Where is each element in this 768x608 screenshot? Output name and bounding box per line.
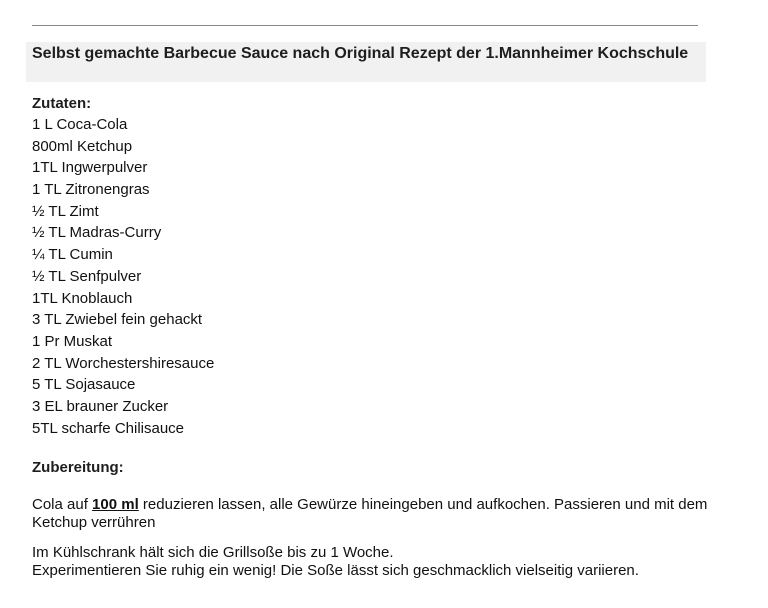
recipe-title: Selbst gemachte Barbecue Sauce nach Original Rezept der 1.Mannheimer Kochschule <box>32 45 689 62</box>
ingredient-item: 1 L Coca-Cola <box>32 116 128 133</box>
ingredient-item: 1TL Knoblauch <box>32 289 133 307</box>
preparation-paragraph <box>32 496 712 532</box>
preparation-text: Cola auf <box>32 496 93 513</box>
ingredient-item: ¼ TL Cumin <box>32 246 113 264</box>
ingredient-item: 5 TL Sojasauce <box>32 376 136 394</box>
ingredient-list <box>32 114 214 439</box>
preparation-heading: Zubereitung: <box>32 459 124 476</box>
reduction-amount: 100 ml <box>92 496 139 513</box>
top-divider <box>32 25 698 26</box>
ingredient-item: 3 EL brauner Zucker <box>32 397 169 415</box>
ingredient-item: 3 TL Zwiebel fein gehackt <box>32 311 203 329</box>
ingredient-item: ½ TL Zimt <box>32 202 99 220</box>
ingredient-item: ½ TL Senfpulver <box>32 267 142 285</box>
ingredient-item: 5TL scharfe Chilisauce <box>32 419 185 437</box>
storage-paragraph <box>32 544 712 580</box>
ingredient-item: ½ TL Madras-Curry <box>32 224 162 242</box>
ingredient-item: 1 TL Zitronengras <box>32 181 150 199</box>
ingredient-item: 2 TL Worchestershiresauce <box>32 354 215 372</box>
ingredients-heading: Zutaten: <box>32 95 92 112</box>
storage-note: Im Kühlschrank hält sich die Grillsoße bis zu 1 Woche. <box>32 544 394 561</box>
preparation-text: reduzieren lassen, alle Gewürze hineingeben und aufkochen. Passieren und mit dem Ketchup verrühren <box>32 496 708 531</box>
ingredient-item: 800ml Ketchup <box>32 137 133 155</box>
variation-note: Experimentieren Sie ruhig ein wenig! Die Soße lässt sich geschmacklich vielseitig variieren. <box>32 562 639 579</box>
ingredient-item: 1TL Ingwerpulver <box>32 159 148 177</box>
ingredient-item: 1 Pr Muskat <box>32 332 113 350</box>
